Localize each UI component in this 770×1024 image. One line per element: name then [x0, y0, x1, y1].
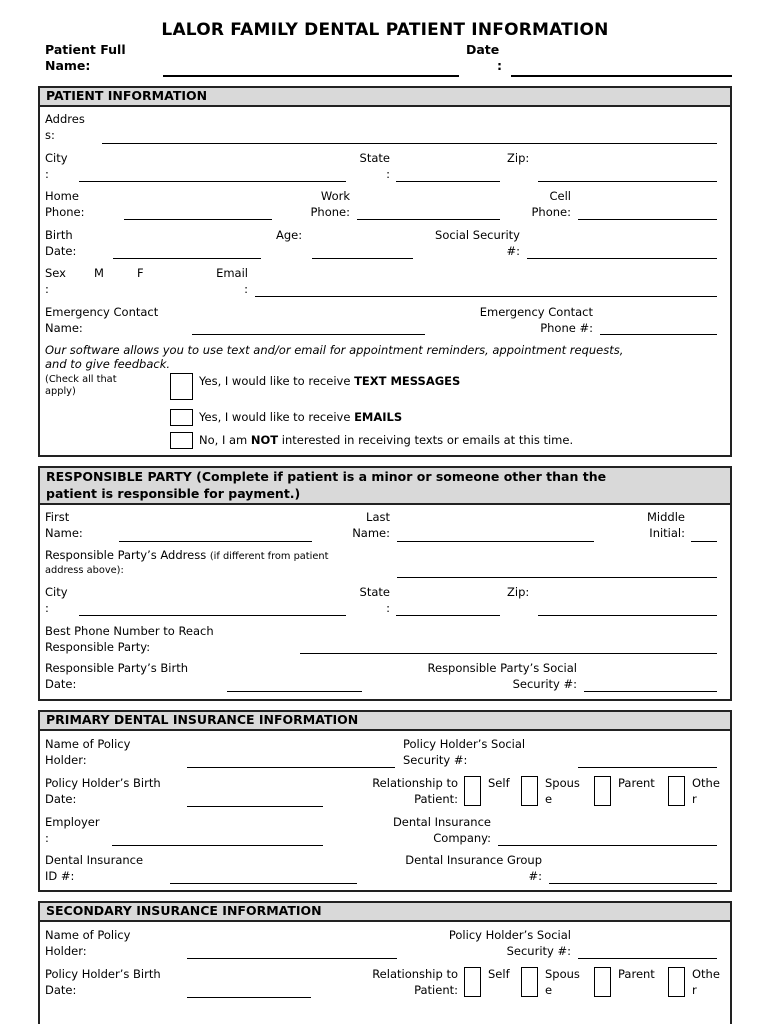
address-label-line2: s:: [45, 127, 55, 142]
pi-group-label-line2: #:: [528, 868, 542, 883]
emails-option-bold: EMAILS: [354, 410, 403, 424]
si-holder-ssn-label-line2: Security #:: [506, 943, 571, 958]
si-relationship-label: [350, 967, 458, 998]
emails-checkbox[interactable]: [170, 409, 193, 426]
state-field[interactable]: [396, 181, 500, 182]
software-notice-line1: Our software allows you to use text and/or email for appointment reminders, appointment requests,: [45, 343, 624, 357]
pi-holder-label: [45, 737, 130, 768]
pi-other-checkbox[interactable]: [668, 776, 685, 806]
pi-self-label: Self: [488, 776, 510, 790]
patient-name-label-line2: Name:: [45, 58, 91, 74]
birth-date-label-line2: Date:: [45, 243, 77, 258]
rp-zip-label: Zip:: [507, 585, 530, 599]
rp-first-name-label-line2: Name:: [45, 525, 83, 540]
home-phone-label-line2: Phone:: [45, 204, 85, 219]
pi-spouse-label: [545, 776, 580, 807]
pi-holder-ssn-field[interactable]: [578, 767, 717, 768]
state-label-line1: State: [359, 151, 390, 165]
si-holder-label: [45, 928, 130, 959]
work-phone-label-line1: Work: [320, 189, 350, 203]
text-messages-option-text: Yes, I would like to receive: [199, 374, 355, 388]
email-field[interactable]: [255, 296, 717, 297]
ssn-label: [410, 228, 520, 259]
emergency-phone-label-line1: Emergency Contact: [479, 305, 593, 319]
pi-spouse-label-line2: e: [545, 791, 553, 806]
age-field[interactable]: [312, 258, 413, 259]
si-holder-ssn-field[interactable]: [578, 958, 717, 959]
rp-middle-initial-label-line1: Middle: [647, 510, 685, 524]
si-self-label: Self: [488, 967, 510, 981]
cell-phone-label-line1: Cell: [549, 189, 571, 203]
sex-label: [45, 266, 66, 297]
si-relationship-label-line2: Patient:: [414, 982, 458, 997]
secondary-insurance-section: [38, 901, 732, 1024]
rp-last-name-field[interactable]: [397, 541, 594, 542]
si-holder-ssn-label-line1: Policy Holder’s Social: [448, 928, 571, 942]
ssn-label-line1: Social Security: [435, 228, 520, 242]
pi-relationship-label-line1: Relationship to: [372, 776, 458, 790]
not-interested-checkbox[interactable]: [170, 432, 193, 449]
pi-holder-ssn-label-line2: Security #:: [403, 752, 468, 767]
emails-option: [199, 410, 402, 426]
responsible-party-heading-line2: patient is responsible for payment.): [46, 485, 301, 501]
rp-first-name-label: [45, 510, 83, 541]
email-label-line1: Email: [216, 266, 248, 280]
si-other-label: [692, 967, 720, 998]
check-all-note-line1: (Check all that: [45, 374, 117, 385]
software-notice-line2: and to give feedback.: [45, 357, 171, 372]
pi-parent-label: Parent: [618, 776, 655, 790]
rp-phone-label-line1: Best Phone Number to Reach: [45, 624, 214, 638]
text-messages-checkbox[interactable]: [170, 373, 193, 400]
patient-information-heading: PATIENT INFORMATION: [40, 88, 730, 107]
home-phone-field[interactable]: [124, 219, 272, 220]
city-label: [45, 151, 68, 182]
emergency-name-label-line2: Name:: [45, 320, 83, 335]
sex-option-f[interactable]: F: [137, 266, 144, 280]
si-parent-checkbox[interactable]: [594, 967, 611, 997]
rp-phone-label-line2: Responsible Party:: [45, 639, 151, 654]
zip-field[interactable]: [538, 181, 717, 182]
work-phone-field[interactable]: [357, 219, 500, 220]
rp-ssn-label: [400, 661, 577, 692]
pi-holder-birth-field[interactable]: [187, 806, 323, 807]
rp-state-label-line1: State: [359, 585, 390, 599]
rp-zip-field[interactable]: [538, 615, 717, 616]
work-phone-label-line2: Phone:: [310, 204, 350, 219]
responsible-party-heading-line1: RESPONSIBLE PARTY (Complete if patient is a minor or someone other than the: [46, 469, 607, 484]
rp-birth-date-label-line2: Date:: [45, 676, 77, 691]
rp-middle-initial-label-line2: Initial:: [649, 525, 685, 540]
patient-name-label: [45, 42, 126, 75]
pi-holder-ssn-label: [403, 737, 525, 768]
state-label-line2: :: [386, 166, 390, 181]
pi-id-field[interactable]: [170, 883, 357, 884]
pi-holder-birth-label-line2: Date:: [45, 791, 77, 806]
rp-state-field[interactable]: [396, 615, 500, 616]
rp-address-label: [45, 548, 328, 577]
pi-holder-field[interactable]: [187, 767, 395, 768]
state-label: [340, 151, 390, 182]
rp-birth-date-label: [45, 661, 188, 692]
pi-holder-label-line2: Holder:: [45, 752, 87, 767]
si-spouse-label: [545, 967, 580, 998]
rp-phone-label: [45, 624, 214, 655]
rp-middle-initial-field[interactable]: [691, 541, 717, 542]
patient-name-field[interactable]: [163, 75, 459, 77]
text-messages-option-bold: TEXT MESSAGES: [354, 374, 461, 388]
rp-first-name-field[interactable]: [119, 541, 312, 542]
pi-other-label: [692, 776, 720, 807]
birth-date-label: [45, 228, 76, 259]
emergency-name-label-line1: Emergency Contact: [45, 305, 159, 319]
pi-holder-label-line1: Name of Policy: [45, 737, 131, 751]
rp-birth-date-label-line1: Responsible Party’s Birth: [45, 661, 188, 675]
rp-city-field[interactable]: [79, 615, 346, 616]
pi-group-label: [380, 853, 542, 884]
rp-phone-field[interactable]: [300, 653, 717, 654]
responsible-party-heading: [40, 468, 730, 505]
pi-relationship-label-line2: Patient:: [414, 791, 458, 806]
age-label: Age:: [276, 228, 303, 242]
pi-id-label-line2: ID #:: [45, 868, 75, 883]
si-other-label-line2: r: [692, 982, 697, 997]
not-interested-option: [199, 433, 573, 449]
pi-parent-checkbox[interactable]: [594, 776, 611, 806]
date-label-line1: Date: [466, 42, 500, 57]
pi-holder-birth-label-line1: Policy Holder’s Birth: [45, 776, 161, 790]
rp-last-name-label: [340, 510, 390, 541]
not-interested-option-bold: NOT: [250, 433, 279, 447]
emergency-phone-label-line2: Phone #:: [540, 320, 593, 335]
pi-employer-field[interactable]: [112, 845, 323, 846]
rp-last-name-label-line1: Last: [366, 510, 390, 524]
si-parent-label: Parent: [618, 967, 655, 981]
email-label: [200, 266, 248, 297]
si-spouse-label-line1: Spous: [545, 967, 580, 981]
check-all-note-line2: apply): [45, 385, 76, 397]
pi-other-label-line1: Othe: [692, 776, 720, 790]
emergency-name-label: [45, 305, 158, 336]
software-notice: [45, 343, 623, 372]
si-holder-birth-label-line1: Policy Holder’s Birth: [45, 967, 161, 981]
home-phone-label: [45, 189, 85, 220]
check-all-note: [45, 374, 117, 398]
pi-self-checkbox[interactable]: [464, 776, 481, 806]
pi-group-label-line1: Dental Insurance Group: [405, 853, 542, 867]
si-holder-label-line1: Name of Policy: [45, 928, 131, 942]
rp-first-name-label-line1: First: [45, 510, 70, 524]
not-interested-option-rest: interested in receiving texts or emails at this time.: [278, 433, 574, 447]
emergency-phone-label: [440, 305, 593, 336]
date-label: [466, 42, 502, 75]
rp-address-label-note: (if different from patient: [209, 551, 329, 562]
emails-option-text: Yes, I would like to receive: [199, 410, 355, 424]
rp-state-label-line2: :: [386, 600, 390, 615]
si-spouse-label-line2: e: [545, 982, 553, 997]
email-label-line2: :: [244, 281, 248, 296]
si-holder-label-line2: Holder:: [45, 943, 87, 958]
ssn-field[interactable]: [527, 258, 717, 259]
address-field[interactable]: [102, 143, 717, 144]
pi-other-label-line2: r: [692, 791, 697, 806]
pi-spouse-checkbox[interactable]: [521, 776, 538, 806]
cell-phone-label-line2: Phone:: [531, 204, 571, 219]
pi-holder-birth-label: [45, 776, 161, 807]
birth-date-label-line1: Birth: [45, 228, 73, 242]
rp-last-name-label-line2: Name:: [352, 525, 390, 540]
rp-address-label-main: Responsible Party’s Address: [45, 548, 210, 562]
si-other-label-line1: Othe: [692, 967, 720, 981]
address-label: [45, 112, 85, 143]
date-label-line2: :: [497, 58, 502, 74]
date-field[interactable]: [511, 75, 732, 77]
rp-address-field[interactable]: [397, 577, 717, 578]
rp-middle-initial-label: [630, 510, 685, 541]
secondary-insurance-heading: SECONDARY INSURANCE INFORMATION: [40, 903, 730, 922]
pi-company-label: [370, 815, 491, 846]
pi-company-label-line2: Company:: [433, 830, 491, 845]
pi-employer-label: [45, 815, 100, 846]
text-messages-option: [199, 374, 460, 390]
si-holder-birth-label-line2: Date:: [45, 982, 77, 997]
sex-label-line2: :: [45, 281, 49, 296]
sex-label-line1: Sex: [45, 266, 66, 280]
pi-group-field[interactable]: [549, 883, 717, 884]
pi-employer-label-line1: Employer: [45, 815, 100, 829]
pi-relationship-label: [350, 776, 458, 807]
address-label-line1: Addres: [45, 112, 85, 126]
rp-city-label-line2: :: [45, 600, 49, 615]
ssn-label-line2: #:: [506, 243, 520, 258]
pi-id-label: [45, 853, 143, 884]
si-spouse-checkbox[interactable]: [521, 967, 538, 997]
pi-company-field[interactable]: [498, 845, 717, 846]
work-phone-label: [290, 189, 350, 220]
rp-city-label-line1: City: [45, 585, 68, 599]
primary-insurance-heading: PRIMARY DENTAL INSURANCE INFORMATION: [40, 712, 730, 731]
pi-id-label-line1: Dental Insurance: [45, 853, 144, 867]
pi-company-label-line1: Dental Insurance: [392, 815, 491, 829]
sex-option-m[interactable]: M: [94, 266, 104, 280]
rp-ssn-label-line1: Responsible Party’s Social: [427, 661, 577, 675]
emergency-name-field[interactable]: [192, 334, 425, 335]
si-self-checkbox[interactable]: [464, 967, 481, 997]
form-title: LALOR FAMILY DENTAL PATIENT INFORMATION: [161, 20, 609, 40]
patient-name-label-line1: Patient Full: [45, 42, 126, 57]
si-relationship-label-line1: Relationship to: [372, 967, 458, 981]
pi-holder-ssn-label-line1: Policy Holder’s Social: [403, 737, 526, 751]
city-label-line1: City: [45, 151, 68, 165]
cell-phone-field[interactable]: [578, 219, 717, 220]
city-label-line2: :: [45, 166, 49, 181]
rp-address-label-note2: address above):: [45, 564, 124, 576]
pi-employer-label-line2: :: [45, 830, 49, 845]
pi-spouse-label-line1: Spous: [545, 776, 580, 790]
birth-date-field[interactable]: [113, 258, 261, 259]
rp-birth-date-field[interactable]: [227, 691, 362, 692]
rp-state-label: [340, 585, 390, 616]
rp-ssn-field[interactable]: [584, 691, 717, 692]
si-other-checkbox[interactable]: [668, 967, 685, 997]
not-interested-option-text: No, I am: [199, 433, 251, 447]
rp-ssn-label-line2: Security #:: [512, 676, 577, 691]
si-holder-birth-field[interactable]: [187, 997, 311, 998]
si-holder-ssn-label: [420, 928, 571, 959]
city-field[interactable]: [79, 181, 346, 182]
rp-city-label: [45, 585, 68, 616]
home-phone-label-line1: Home: [45, 189, 79, 203]
si-holder-birth-label: [45, 967, 161, 998]
cell-phone-label: [510, 189, 571, 220]
zip-label: Zip:: [507, 151, 530, 165]
emergency-phone-field[interactable]: [600, 334, 717, 335]
si-holder-field[interactable]: [187, 958, 397, 959]
